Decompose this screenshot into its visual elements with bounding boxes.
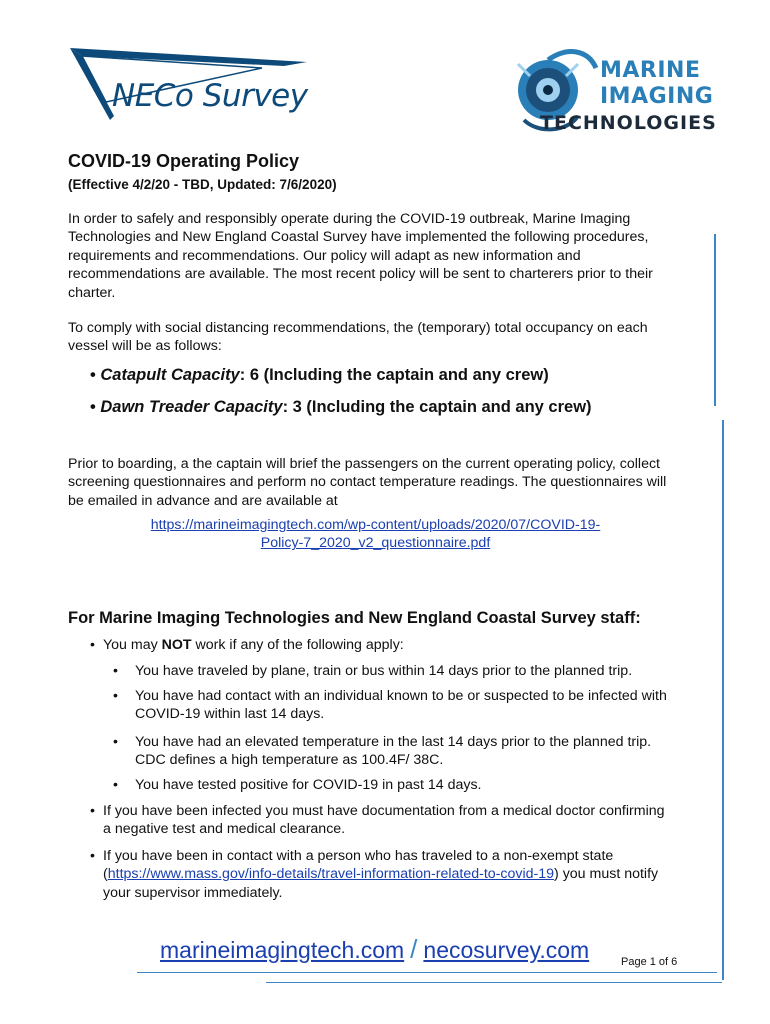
nonexempt-text-end: ) you must notify your supervisor immediately. — [103, 866, 659, 901]
bullet-dot: • — [90, 637, 95, 653]
sub-bullet-contact: You have had contact with an individual known to be or suspected to be infected with COVID-19 within last 14 days. — [135, 688, 667, 723]
questionnaire-link-line1[interactable]: https://marineimagingtech.com/wp-content/uploads/2020/07/COVID-19- — [150, 517, 601, 533]
catapult-capacity — [90, 366, 549, 385]
not-work-text: You may — [103, 637, 162, 653]
bullet-dot: • — [90, 398, 96, 416]
bullet-dot: • — [113, 734, 118, 750]
page-title: COVID-19 Operating Policy — [68, 151, 300, 171]
mit-logo-marine: MARINE — [600, 58, 701, 83]
questionnaire-link[interactable] — [68, 516, 683, 553]
bullet-dot: • — [113, 688, 118, 704]
frame-line-bottom — [137, 972, 717, 973]
capacity-value: : 6 (Including the captain and any crew) — [239, 366, 549, 384]
sub-bullet-temperature: You have had an elevated temperature in the last 14 days prior to the planned trip. CDC defines a high temperature as 100.4F/ 38C. — [135, 734, 652, 769]
footer-links — [160, 934, 589, 965]
occupancy-paragraph: To comply with social distancing recommendations, the (temporary) total occupancy on each vessel will be as follows: — [68, 320, 648, 355]
necosurvey-link[interactable]: necosurvey.com — [423, 937, 590, 963]
bullet-dot: • — [90, 803, 95, 819]
nonexempt-text: If you have been in contact with a person who has traveled to a non-exempt state ( — [103, 848, 614, 883]
footer-separator: / — [410, 934, 418, 964]
questionnaire-link-line2[interactable]: Policy-7_2020_v2_questionnaire.pdf — [260, 535, 491, 552]
frame-line-right-upper — [714, 234, 716, 406]
boarding-paragraph: Prior to boarding, a the captain will brief the passengers on the current operating policy, collect screening questionnaires and perform no contact temperature readings. The questionnaires will be emailed in advance and are available at — [68, 456, 667, 509]
marineimagingtech-link[interactable]: marineimagingtech.com — [160, 937, 405, 963]
sub-bullet-travel: You have traveled by plane, train or bus within 14 days prior to the planned trip. — [135, 663, 633, 679]
not-work-emphasis: NOT — [161, 637, 192, 653]
capacity-vessel-name: Dawn Treader Capacity — [100, 398, 283, 416]
dawn-treader-capacity — [90, 398, 592, 417]
mit-logo-imaging: IMAGING — [600, 84, 714, 109]
bullet-dot: • — [90, 366, 96, 384]
frame-line-bottom-2 — [266, 982, 722, 983]
mass-gov-travel-link[interactable]: https://www.mass.gov/info-details/travel-information-related-to-covid-19 — [107, 866, 555, 883]
capacity-vessel-name: Catapult Capacity — [100, 366, 240, 384]
frame-line-right-lower — [722, 420, 724, 980]
intro-paragraph: In order to safely and responsibly operate during the COVID-19 outbreak, Marine Imaging Technologies and New England Coastal Survey have implemented the following procedures, requirements and recommendations. Our policy will adapt as new information and recommendations are available. The most recent policy will be sent to charterers prior to their charter. — [68, 211, 653, 301]
effective-date: (Effective 4/2/20 - TBD, Updated: 7/6/2020) — [68, 177, 337, 192]
infected-bullet: If you have been infected you must have documentation from a medical doctor confirming a negative test and medical clearance. — [103, 803, 665, 838]
staff-section-heading: For Marine Imaging Technologies and New England Coastal Survey staff: — [68, 609, 641, 627]
not-work-text-end: work if any of the following apply: — [191, 637, 404, 653]
bullet-dot: • — [113, 777, 118, 793]
page-number: Page 1 of 6 — [621, 956, 678, 968]
sub-bullet-positive: You have tested positive for COVID-19 in past 14 days. — [135, 777, 482, 793]
bullet-dot: • — [113, 663, 118, 679]
mit-logo-technologies: TECHNOLOGIES — [540, 112, 717, 134]
neco-logo-text: NECo Survey — [112, 78, 308, 114]
bullet-dot: • — [90, 848, 95, 864]
capacity-value: : 3 (Including the captain and any crew) — [282, 398, 592, 416]
